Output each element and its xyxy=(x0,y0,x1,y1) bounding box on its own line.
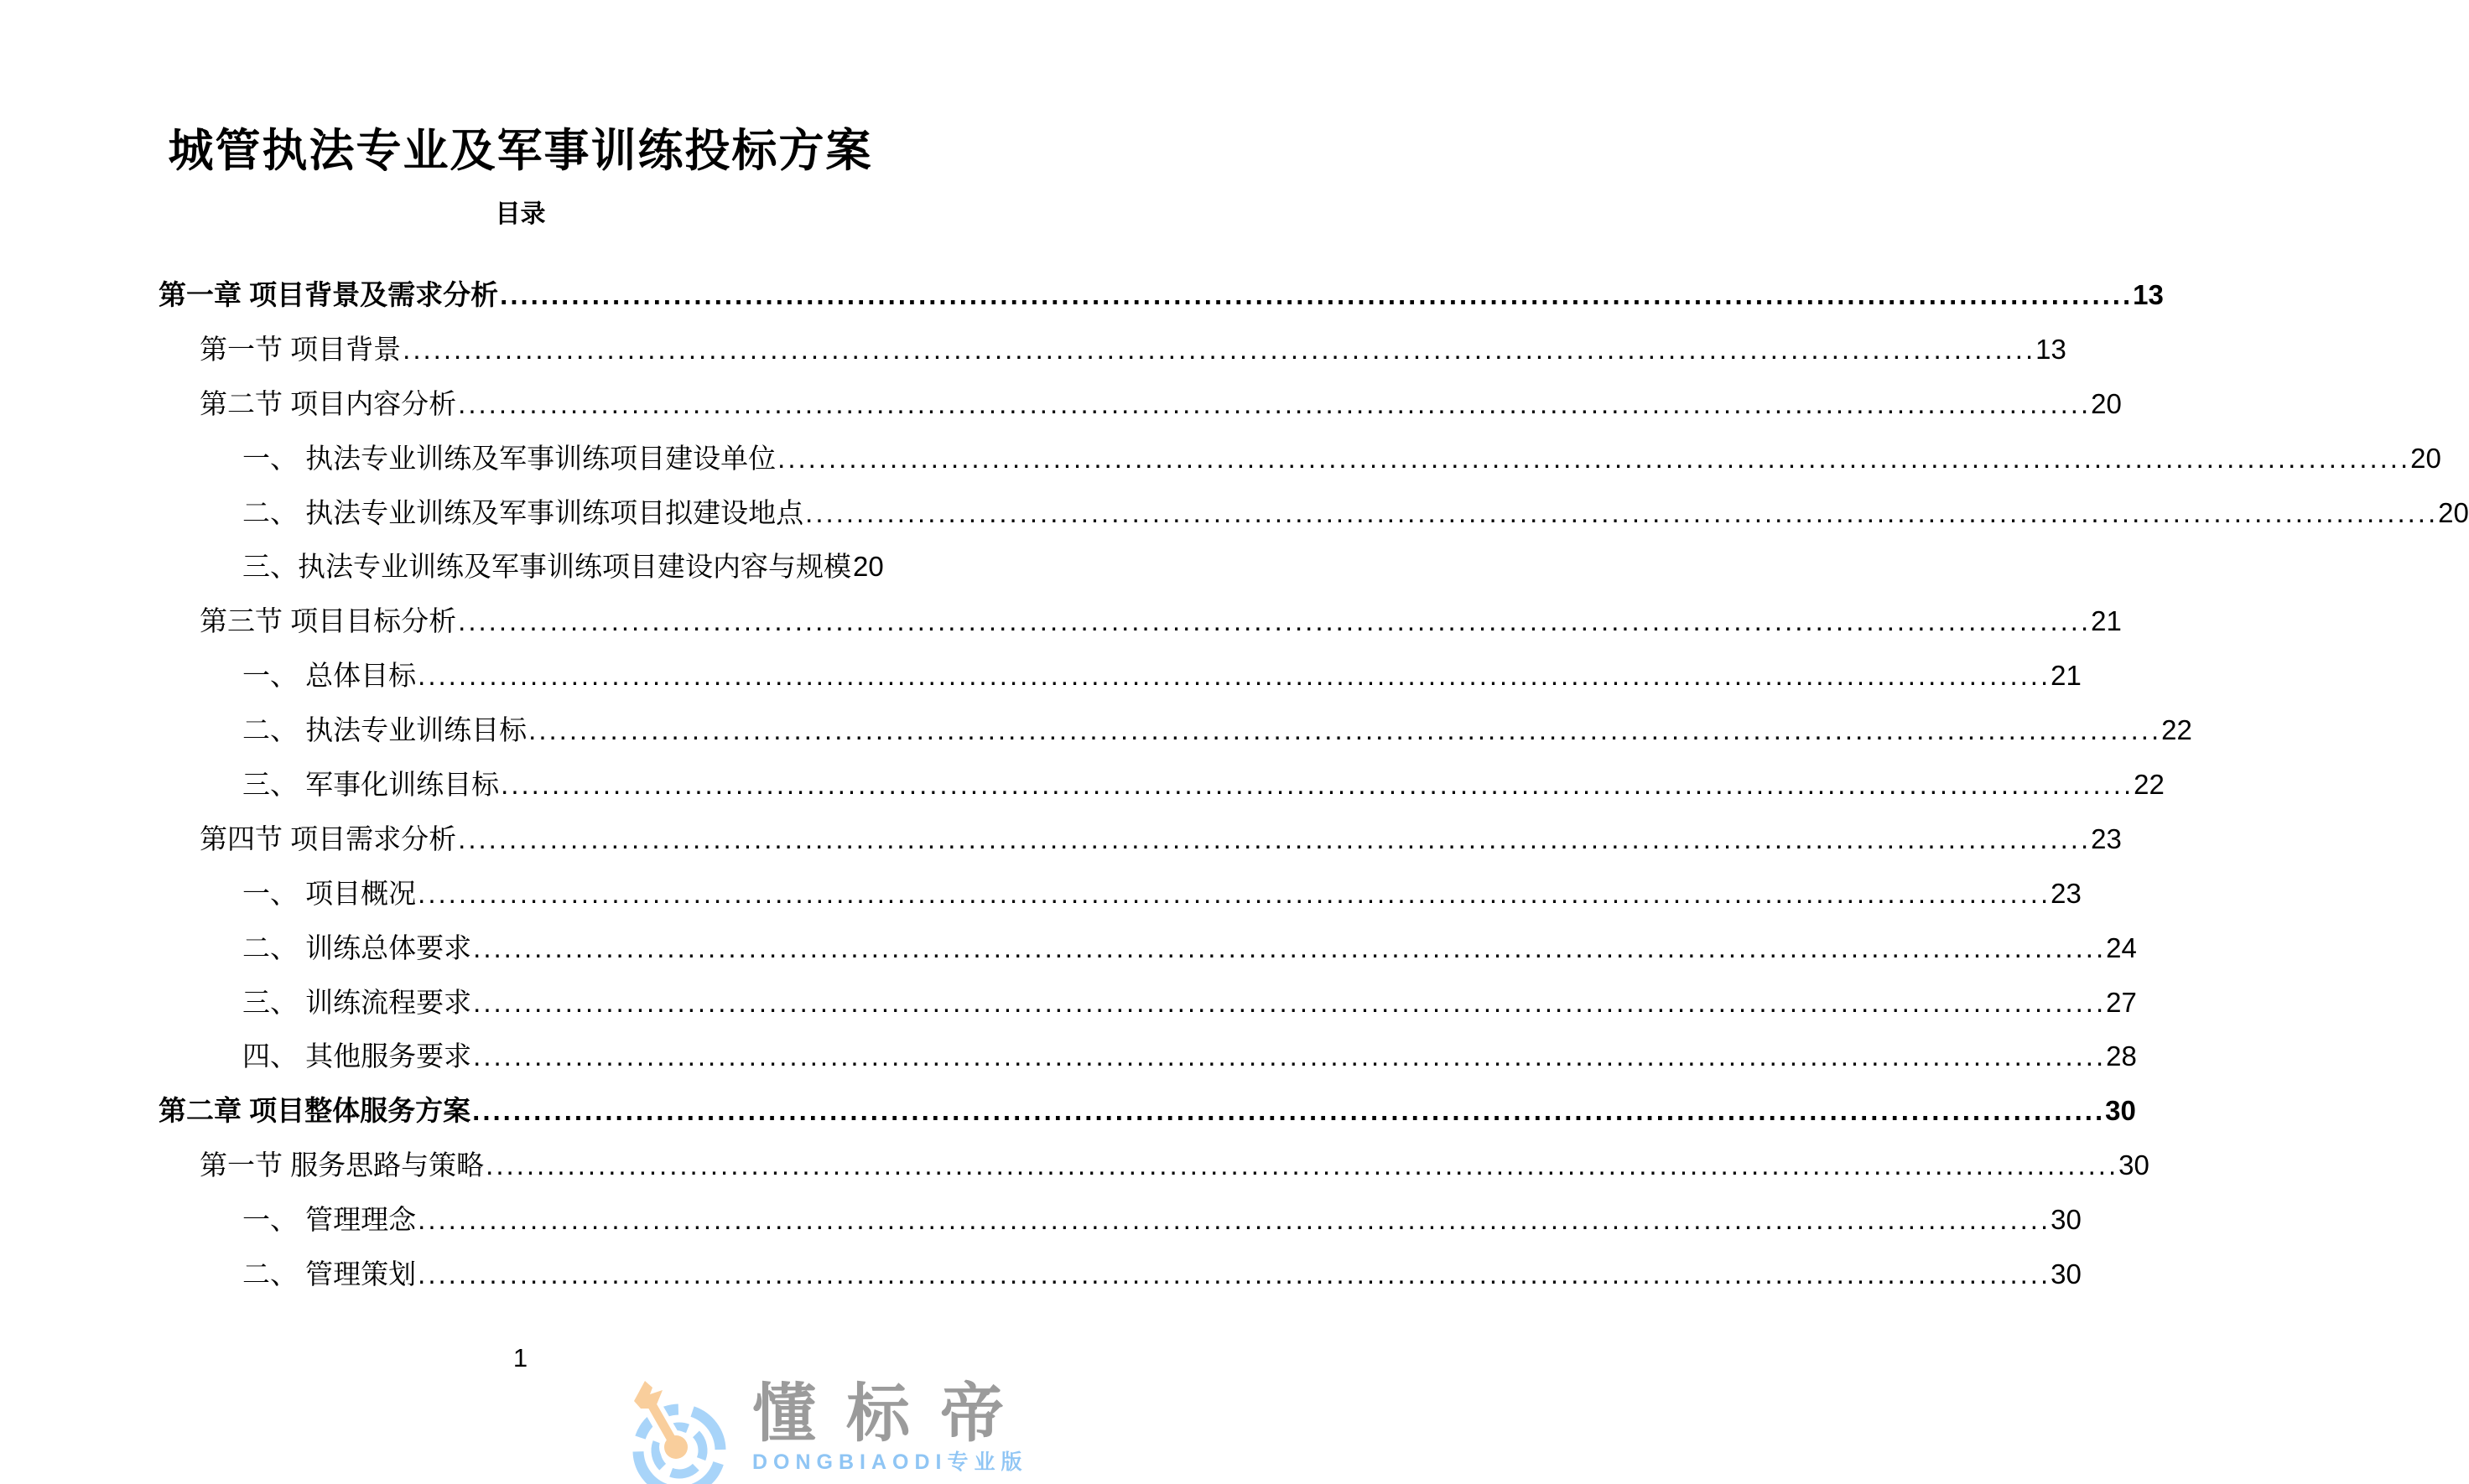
toc-entry-title: 二、 训练总体要求 xyxy=(242,931,472,963)
toc-entry-title: 三、 军事化训练目标 xyxy=(242,769,500,801)
toc-entry-title: 第一节 服务思路与策略 xyxy=(200,1149,485,1181)
toc-dot-leader: ................................................................................................................................................................ xyxy=(418,1204,2051,1236)
toc-entry-title: 第一节 项目背景 xyxy=(200,333,402,365)
toc-entry-title: 二、 执法专业训练目标 xyxy=(242,714,528,746)
toc-dot-leader: ................................................................................................................................................................ xyxy=(458,822,2092,854)
toc-dot-leader: ................................................................................................................................................................ xyxy=(500,279,2134,310)
toc-page-number: 21 xyxy=(2091,605,2122,637)
toc-entry-title: 四、 其他服务要求 xyxy=(242,1040,472,1072)
toc-entry xyxy=(159,976,2137,1030)
toc-entry xyxy=(159,1084,2136,1139)
toc-page-number: 21 xyxy=(2051,660,2082,692)
watermark xyxy=(622,1375,1041,1474)
footer-page-number: 1 xyxy=(512,1343,528,1372)
toc-entry-title: 一、 项目概况 xyxy=(242,877,417,909)
toc-entry-title: 一、 管理理念 xyxy=(242,1204,417,1236)
toc-dot-leader: ................................................................................................................................................................ xyxy=(473,931,2107,963)
toc-entry xyxy=(159,812,2122,867)
toc-dot-leader: ................................................................................................................................................................ xyxy=(418,1258,2051,1290)
toc-dot-leader: ................................................................................................................................................................ xyxy=(473,1040,2107,1072)
toc-entry xyxy=(159,703,2192,758)
toc-entry xyxy=(159,323,2066,377)
document-title: 城管执法专业及军事训练投标方案 xyxy=(168,126,873,176)
toc-entry xyxy=(159,432,2441,486)
toc-entry-title: 一、 执法专业训练及军事训练项目建设单位 xyxy=(242,442,777,474)
toc-page-number: 30 xyxy=(2118,1149,2149,1181)
toc-page-number: 13 xyxy=(2133,279,2164,310)
table-of-contents xyxy=(159,268,2469,1302)
toc-entry xyxy=(159,921,2137,976)
toc-page-number: 23 xyxy=(2091,822,2122,854)
toc-page-number: 30 xyxy=(2105,1095,2136,1127)
toc-page-number: 24 xyxy=(2106,931,2137,963)
toc-page-number: 30 xyxy=(2051,1258,2082,1290)
toc-entry xyxy=(159,758,2165,812)
toc-page-number: 27 xyxy=(2106,986,2137,1018)
toc-entry xyxy=(159,268,2164,323)
toc-dot-leader: ................................................................................................................................................................ xyxy=(458,387,2092,419)
toc-dot-leader: ................................................................................................................................................................ xyxy=(473,986,2107,1018)
toc-page-number: 23 xyxy=(2051,877,2082,909)
toc-dot-leader: ................................................................................................................................................................ xyxy=(458,605,2092,637)
toc-entry-title: 三、 训练流程要求 xyxy=(242,986,472,1018)
toc-entry xyxy=(159,867,2082,921)
toc-dot-leader: ................................................................................................................................................................ xyxy=(528,714,2162,746)
toc-entry-title: 三、执法专业训练及军事训练项目建设内容与规模 xyxy=(242,551,851,583)
toc-entry-title: 第四节 项目需求分析 xyxy=(200,822,457,854)
toc-dot-leader: ................................................................................................................................................................ xyxy=(472,1095,2106,1127)
toc-entry-title: 第二节 项目内容分析 xyxy=(200,387,457,419)
toc-entry-title: 一、 总体目标 xyxy=(242,660,417,692)
toc-entry xyxy=(159,594,2122,649)
toc-entry xyxy=(159,1030,2137,1084)
toc-entry xyxy=(159,649,2082,703)
toc-page-number: 22 xyxy=(2134,769,2165,801)
toc-dot-leader: ................................................................................................................................................................ xyxy=(418,660,2051,692)
toc-entry xyxy=(159,1193,2082,1248)
toc-entry-title: 第二章 项目整体服务方案 xyxy=(159,1095,471,1127)
watermark-text xyxy=(752,1378,1034,1474)
toc-dot-leader: ................................................................................................................................................................ xyxy=(486,1149,2119,1181)
toc-dot-leader: ................................................................................................................................................................ xyxy=(777,442,2411,474)
toc-page-number: 22 xyxy=(2161,714,2192,746)
toc-dot-leader: ................................................................................................................................................................ xyxy=(418,877,2051,909)
toc-dot-leader: ................................................................................................................................................................ xyxy=(403,333,2036,365)
watermark-subtitle: DONGBIAODI专业版 xyxy=(752,1450,1028,1474)
toc-entry xyxy=(159,540,884,594)
toc-entry xyxy=(159,1248,2082,1302)
toc-entry-title: 第一章 项目背景及需求分析 xyxy=(159,279,499,310)
toc-page-number: 28 xyxy=(2106,1040,2137,1072)
toc-entry-title: 第三节 项目目标分析 xyxy=(200,605,457,637)
toc-page-number: 30 xyxy=(2051,1204,2082,1236)
toc-dot-leader: ................................................................................................................................................................ xyxy=(501,769,2134,801)
toc-entry xyxy=(159,486,2469,541)
toc-page-number: 20 xyxy=(2091,387,2122,419)
toc-page-number: 20 xyxy=(2410,442,2441,474)
toc-entry xyxy=(159,377,2122,432)
toc-entry xyxy=(159,1139,2149,1193)
toc-heading: 目录 xyxy=(495,200,546,228)
toc-page-number: 20 xyxy=(853,551,884,583)
watermark-brand: 懂标帝 xyxy=(752,1378,1034,1450)
toc-entry-title: 二、 执法专业训练及军事训练项目拟建设地点 xyxy=(242,496,804,528)
toc-entry-title: 二、 管理策划 xyxy=(242,1258,417,1290)
toc-dot-leader: ................................................................................................................................................................ xyxy=(805,496,2439,528)
toc-page-number: 20 xyxy=(2438,496,2469,528)
target-dart-icon xyxy=(622,1375,731,1484)
toc-page-number: 13 xyxy=(2035,333,2066,365)
